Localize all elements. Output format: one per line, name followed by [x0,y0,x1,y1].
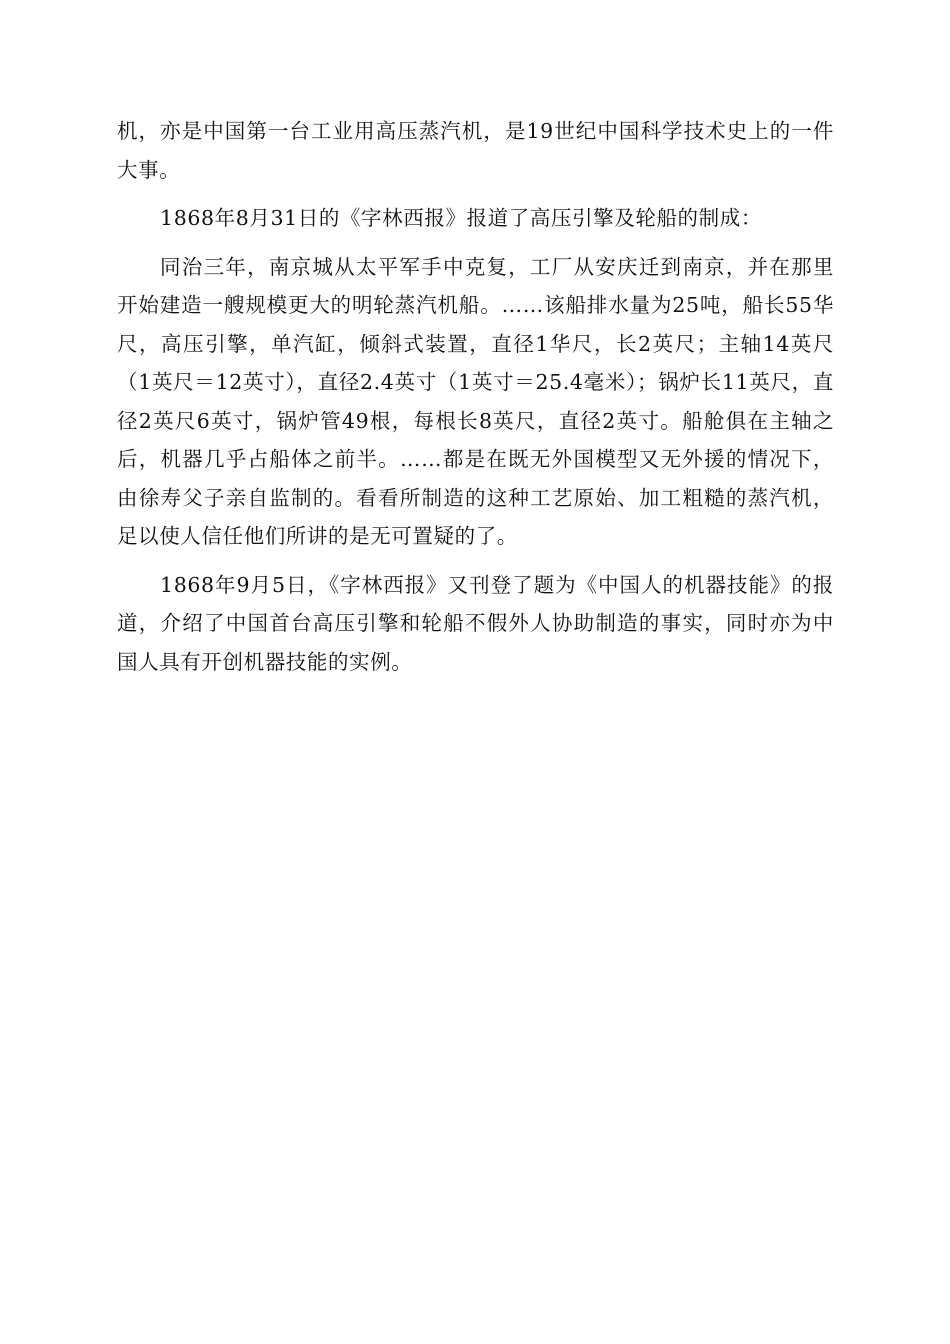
paragraph-quoted-report: 同治三年，南京城从太平军手中克复，工厂从安庆迁到南京，并在那里开始建造一艘规模更大的明轮蒸汽机船。……该船排水量为25吨，船长55华尺，高压引擎，单汽缸，倾斜式装置，直径1华尺，长2英尺；主轴14英尺（1英尺＝12英寸），直径2.4英寸（1英寸＝25.4毫米）；锅炉长11英尺，直径2英尺6英寸，锅炉管49根，每根长8英尺，直径2英寸。船舱俱在主轴之后，机器几乎占船体之前半。……都是在既无外国模型又无外援的情况下，由徐寿父子亲自监制的。看看所制造的这种工艺原始、加工粗糙的蒸汽机，足以使人信任他们所讲的是无可置疑的了。 [117,254,834,548]
paragraph-continued: 机，亦是中国第一台工业用高压蒸汽机，是19世纪中国科学技术史上的一件大事。 [117,119,834,182]
paragraph-news-report-intro: 1868年8月31日的《字林西报》报道了高压引擎及轮船的制成： [160,206,762,230]
document-body [117,112,834,681]
paragraph-second-report: 1868年9月5日，《字林西报》又刊登了题为《中国人的机器技能》的报道，介绍了中国首台高压引擎和轮船不假外人协助制造的事实，同时亦为中国人具有开创机器技能的实例。 [117,572,834,674]
